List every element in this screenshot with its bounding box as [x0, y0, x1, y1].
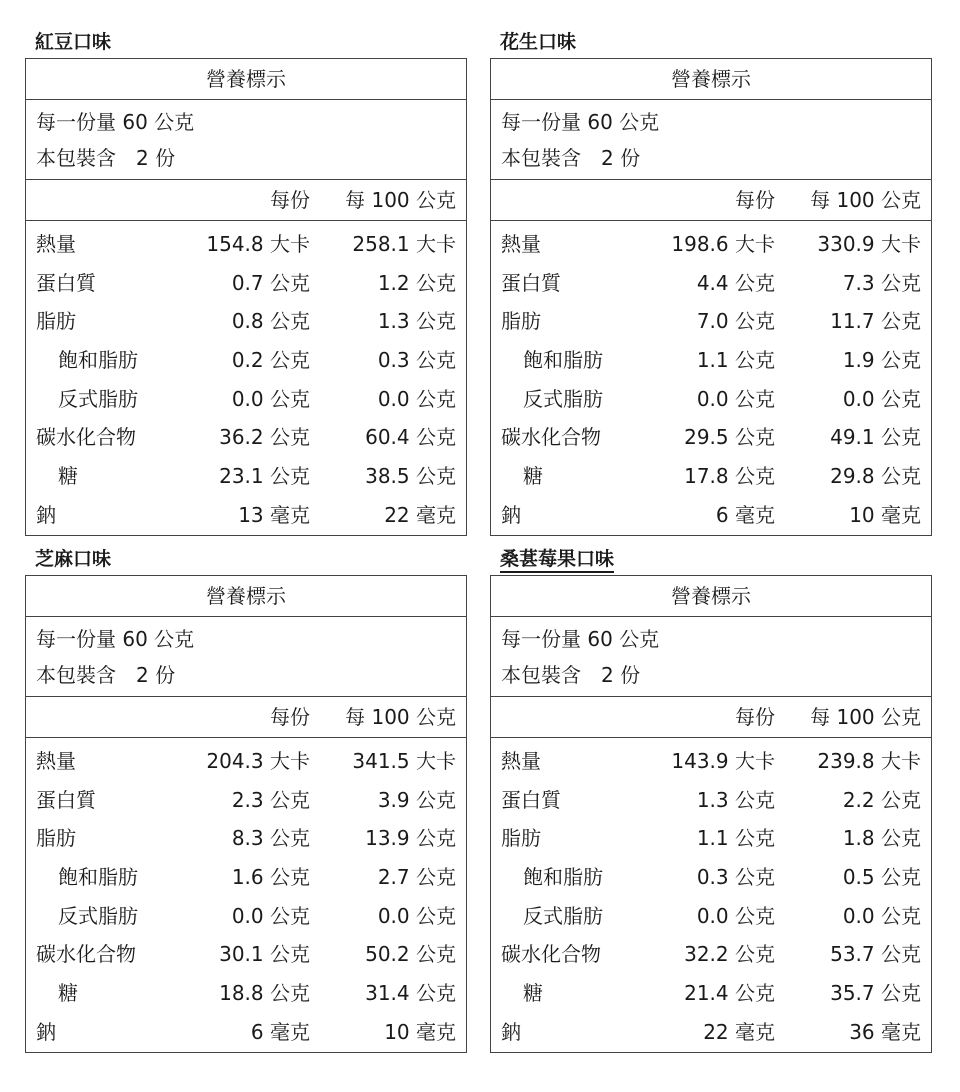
per-serving-value: 22 毫克: [703, 1019, 775, 1044]
col-per-serving: 每份: [735, 705, 775, 729]
serving-info: [491, 617, 931, 697]
nutrient-row: [26, 302, 466, 341]
col-per-serving: 每份: [270, 705, 310, 729]
nutrient-name: 脂肪: [36, 309, 76, 334]
per-100g-value: 2.7 公克: [377, 865, 456, 890]
per-100g-value: 36 毫克: [849, 1019, 921, 1044]
per-serving-value: 0.2 公克: [231, 348, 310, 373]
nutrient-row: [491, 341, 931, 380]
per-100g-value: 10 毫克: [384, 1019, 456, 1044]
nutrient-row: [26, 935, 466, 974]
per-100g-value: 22 毫克: [384, 502, 456, 527]
nutrient-name: 反式脂肪: [523, 386, 603, 411]
nutrient-name: 飽和脂肪: [58, 348, 138, 373]
servings-per-package: 本包裝含 2 份: [36, 146, 176, 170]
per-100g-value: 239.8 大卡: [817, 749, 921, 773]
per-serving-value: 30.1 公克: [219, 942, 310, 967]
serving-size: 每一份量 60 公克: [36, 627, 195, 651]
nutrition-panel: [490, 26, 932, 536]
per-serving-value: 0.0 公克: [231, 386, 310, 411]
per-100g-value: 330.9 大卡: [817, 232, 921, 256]
nutrient-name: 糖: [523, 464, 543, 489]
per-serving-value: 17.8 公克: [684, 464, 775, 489]
table-header: 營養標示: [26, 576, 466, 617]
nutrition-panel: [25, 26, 467, 536]
nutrient-row: [491, 302, 931, 341]
nutrient-name: 碳水化合物: [501, 425, 601, 450]
per-100g-value: 0.0 公克: [377, 386, 456, 411]
per-100g-value: 53.7 公克: [830, 942, 921, 967]
nutrient-name: 蛋白質: [501, 787, 561, 812]
nutrient-row: [491, 819, 931, 858]
nutrient-row: [491, 935, 931, 974]
nutrient-row: [26, 264, 466, 303]
nutrient-name: 反式脂肪: [58, 386, 138, 411]
nutrient-row: [26, 1013, 466, 1052]
nutrient-name: 飽和脂肪: [523, 348, 603, 373]
col-per-serving: 每份: [735, 188, 775, 212]
flavor-title: 芝麻口味: [35, 548, 112, 570]
serving-info: [491, 100, 931, 180]
per-100g-value: 7.3 公克: [842, 270, 921, 295]
column-header-row: [26, 180, 466, 221]
per-100g-value: 0.0 公克: [842, 386, 921, 411]
nutrient-name: 鈉: [501, 1019, 521, 1044]
per-100g-value: 1.2 公克: [377, 270, 456, 295]
nutrient-name: 碳水化合物: [36, 942, 136, 967]
column-header-row: [26, 697, 466, 738]
nutrition-panel: [25, 543, 467, 1053]
nutrient-row: [491, 974, 931, 1013]
per-100g-value: 50.2 公克: [365, 942, 456, 967]
per-100g-value: 341.5 大卡: [352, 749, 456, 773]
column-header-row: [491, 180, 931, 221]
nutrient-name: 飽和脂肪: [58, 865, 138, 890]
per-serving-value: 32.2 公克: [684, 942, 775, 967]
col-per-100g: 每 100 公克: [810, 188, 921, 212]
per-serving-value: 198.6 大卡: [671, 232, 775, 256]
serving-size: 每一份量 60 公克: [36, 110, 195, 134]
per-serving-value: 21.4 公克: [684, 981, 775, 1006]
per-serving-value: 8.3 公克: [231, 826, 310, 851]
per-serving-value: 6 毫克: [250, 1019, 310, 1044]
nutrient-name: 飽和脂肪: [523, 865, 603, 890]
per-serving-value: 1.1 公克: [696, 348, 775, 373]
servings-per-package: 本包裝含 2 份: [501, 663, 641, 687]
flavor-title: 桑葚莓果口味: [490, 543, 932, 575]
nutrient-rows: [491, 221, 931, 535]
nutrient-name: 反式脂肪: [523, 903, 603, 928]
per-serving-value: 36.2 公克: [219, 425, 310, 450]
nutrition-table: [25, 58, 467, 536]
per-serving-value: 6 毫克: [715, 502, 775, 527]
col-per-100g: 每 100 公克: [345, 188, 456, 212]
nutrient-row: [491, 1013, 931, 1052]
flavor-title: 紅豆口味: [35, 31, 112, 53]
servings-per-package: 本包裝含 2 份: [501, 146, 641, 170]
per-serving-value: 23.1 公克: [219, 464, 310, 489]
nutrient-row: [26, 457, 466, 496]
per-serving-value: 204.3 大卡: [206, 749, 310, 773]
nutrient-row: [491, 380, 931, 419]
nutrient-rows: [26, 738, 466, 1052]
nutrient-row: [491, 457, 931, 496]
nutrient-name: 蛋白質: [36, 270, 96, 295]
per-100g-value: 31.4 公克: [365, 981, 456, 1006]
nutrient-name: 熱量: [501, 232, 541, 256]
per-100g-value: 35.7 公克: [830, 981, 921, 1006]
nutrient-name: 碳水化合物: [36, 425, 136, 450]
nutrient-row: [26, 380, 466, 419]
nutrient-row: [26, 858, 466, 897]
per-100g-value: 258.1 大卡: [352, 232, 456, 256]
per-serving-value: 1.1 公克: [696, 826, 775, 851]
serving-info: [26, 617, 466, 697]
per-100g-value: 11.7 公克: [830, 309, 921, 334]
per-100g-value: 0.0 公克: [377, 903, 456, 928]
nutrient-row: [491, 225, 931, 264]
nutrient-name: 蛋白質: [36, 787, 96, 812]
servings-per-package: 本包裝含 2 份: [36, 663, 176, 687]
flavor-title: 花生口味: [500, 31, 577, 53]
nutrient-row: [26, 974, 466, 1013]
nutrient-row: [491, 264, 931, 303]
nutrient-name: 鈉: [36, 502, 56, 527]
serving-size: 每一份量 60 公克: [501, 110, 660, 134]
nutrient-row: [26, 897, 466, 936]
col-per-100g: 每 100 公克: [810, 705, 921, 729]
nutrient-name: 熱量: [36, 232, 76, 256]
serving-size: 每一份量 60 公克: [501, 627, 660, 651]
per-100g-value: 29.8 公克: [830, 464, 921, 489]
nutrition-table: [25, 575, 467, 1053]
per-serving-value: 2.3 公克: [231, 787, 310, 812]
per-100g-value: 1.8 公克: [842, 826, 921, 851]
nutrient-row: [26, 781, 466, 820]
nutrient-row: [26, 742, 466, 781]
nutrient-row: [26, 341, 466, 380]
per-serving-value: 0.0 公克: [231, 903, 310, 928]
nutrient-row: [491, 496, 931, 535]
nutrition-panel: [490, 543, 932, 1053]
nutrient-rows: [491, 738, 931, 1052]
per-100g-value: 13.9 公克: [365, 826, 456, 851]
nutrient-name: 反式脂肪: [58, 903, 138, 928]
table-header: 營養標示: [491, 576, 931, 617]
nutrient-name: 糖: [58, 981, 78, 1006]
per-serving-value: 0.8 公克: [231, 309, 310, 334]
nutrient-name: 鈉: [36, 1019, 56, 1044]
nutrient-name: 脂肪: [501, 309, 541, 334]
per-100g-value: 0.0 公克: [842, 903, 921, 928]
table-header: 營養標示: [491, 59, 931, 100]
per-serving-value: 143.9 大卡: [671, 749, 775, 773]
nutrient-row: [26, 496, 466, 535]
per-100g-value: 10 毫克: [849, 502, 921, 527]
per-serving-value: 0.0 公克: [696, 903, 775, 928]
nutrition-table: [490, 58, 932, 536]
column-header-row: [491, 697, 931, 738]
per-100g-value: 1.3 公克: [377, 309, 456, 334]
col-per-serving: 每份: [270, 188, 310, 212]
table-header: 營養標示: [26, 59, 466, 100]
per-100g-value: 1.9 公克: [842, 348, 921, 373]
nutrient-name: 熱量: [36, 749, 76, 773]
per-100g-value: 60.4 公克: [365, 425, 456, 450]
nutrient-rows: [26, 221, 466, 535]
nutrient-name: 脂肪: [36, 826, 76, 851]
nutrient-name: 糖: [58, 464, 78, 489]
per-100g-value: 0.5 公克: [842, 865, 921, 890]
nutrient-name: 脂肪: [501, 826, 541, 851]
per-serving-value: 154.8 大卡: [206, 232, 310, 256]
nutrient-row: [491, 858, 931, 897]
per-serving-value: 1.3 公克: [696, 787, 775, 812]
per-100g-value: 49.1 公克: [830, 425, 921, 450]
nutrient-row: [26, 418, 466, 457]
nutrient-name: 蛋白質: [501, 270, 561, 295]
col-per-100g: 每 100 公克: [345, 705, 456, 729]
per-100g-value: 38.5 公克: [365, 464, 456, 489]
nutrient-name: 糖: [523, 981, 543, 1006]
per-serving-value: 7.0 公克: [696, 309, 775, 334]
nutrient-name: 鈉: [501, 502, 521, 527]
per-serving-value: 13 毫克: [238, 502, 310, 527]
per-serving-value: 18.8 公克: [219, 981, 310, 1006]
nutrition-table: [490, 575, 932, 1053]
nutrient-row: [26, 225, 466, 264]
nutrient-row: [491, 418, 931, 457]
per-100g-value: 2.2 公克: [842, 787, 921, 812]
nutrient-row: [491, 781, 931, 820]
per-serving-value: 0.7 公克: [231, 270, 310, 295]
per-serving-value: 1.6 公克: [231, 865, 310, 890]
per-serving-value: 4.4 公克: [696, 270, 775, 295]
per-serving-value: 29.5 公克: [684, 425, 775, 450]
nutrient-row: [491, 897, 931, 936]
nutrient-name: 碳水化合物: [501, 942, 601, 967]
per-serving-value: 0.3 公克: [696, 865, 775, 890]
per-100g-value: 0.3 公克: [377, 348, 456, 373]
per-100g-value: 3.9 公克: [377, 787, 456, 812]
nutrient-row: [26, 819, 466, 858]
serving-info: [26, 100, 466, 180]
nutrient-row: [491, 742, 931, 781]
per-serving-value: 0.0 公克: [696, 386, 775, 411]
nutrient-name: 熱量: [501, 749, 541, 773]
